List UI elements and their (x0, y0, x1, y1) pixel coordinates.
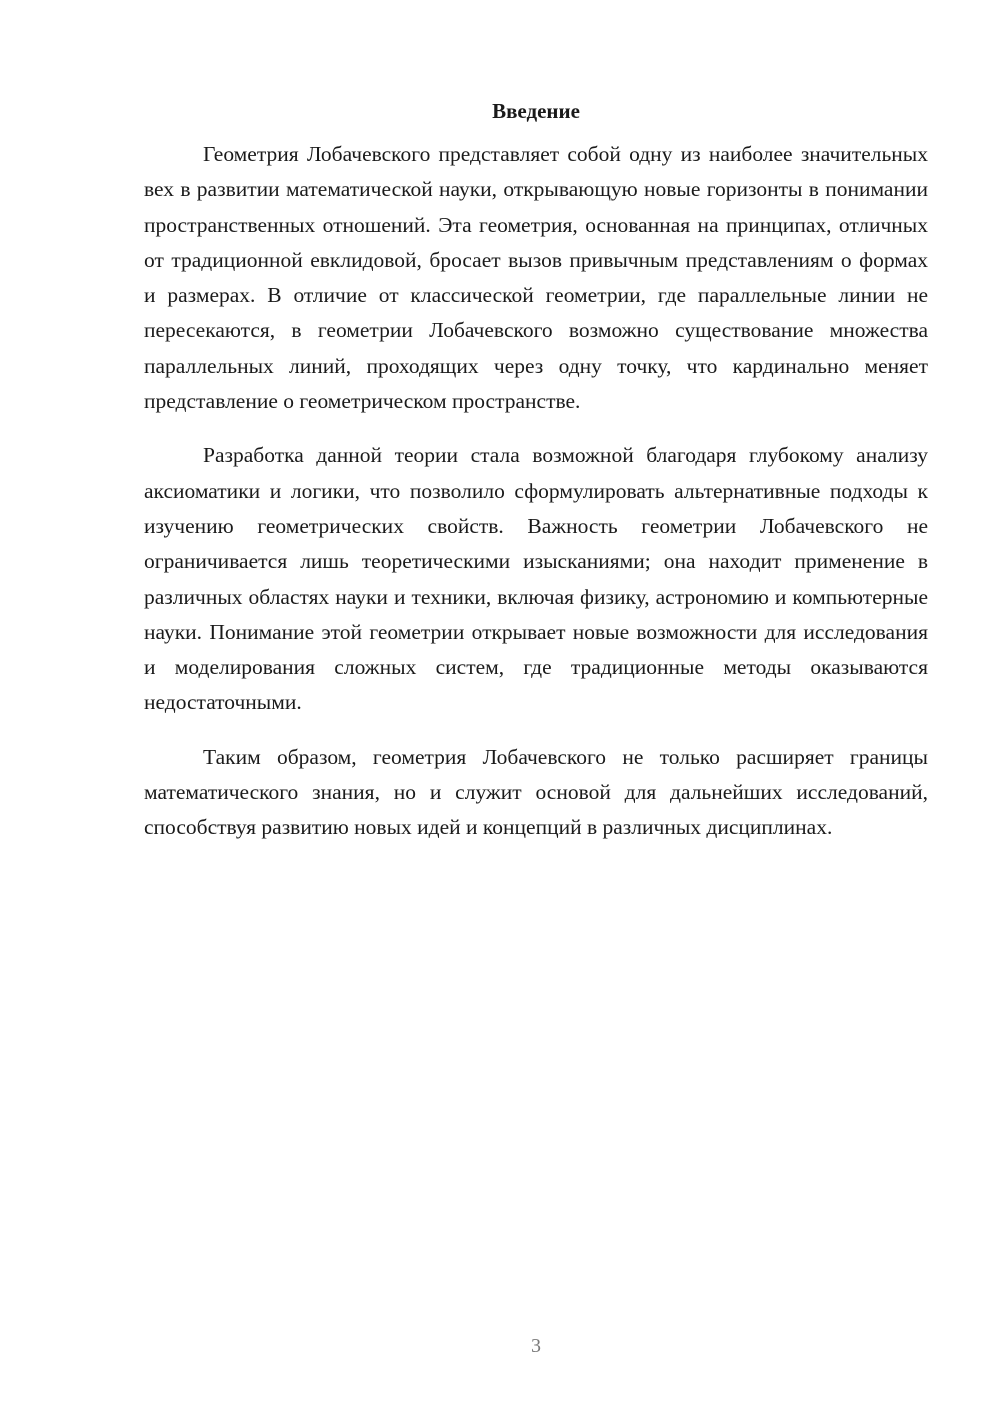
paragraph-1: Геометрия Лобачевского представляет собой одну из наиболее значительных вех в развитии математической науки, открывающую новые горизонты в понимании пространственных отношений. Эта геометрия, основанная на принципах, отличных от традиционной евклидовой, бросает вызов привычным представлениям о формах и размерах. В отличие от классической геометрии, где параллельные линии не пересекаются, в геометрии Лобачевского возможно существование множества параллельных линий, проходящих через одну точку, что кардинально меняет представление о геометрическом пространстве. (144, 142, 928, 414)
paragraph-2: Разработка данной теории стала возможной благодаря глубокому анализу аксиоматики и логики, что позволило сформулировать альтернативные подходы к изучению геометрических свойств. Важность геометрии Лобачевского не ограничивается лишь теоретическими изысканиями; она находит применение в различных областях науки и техники, включая физику, астрономию и компьютерные науки. Понимание этой геометрии открывает новые возможности для исследования и моделирования сложных систем, где традиционные методы оказываются недостаточными. (144, 443, 928, 715)
section-heading: Введение (492, 99, 580, 123)
page-content (144, 93, 928, 865)
paragraph-3: Таким образом, геометрия Лобачевского не только расширяет границы математического знания, но и служит основой для дальнейших исследований, способствуя развитию новых идей и концепций в различных дисциплинах. (144, 744, 928, 840)
page-number: 3 (531, 1335, 541, 1357)
